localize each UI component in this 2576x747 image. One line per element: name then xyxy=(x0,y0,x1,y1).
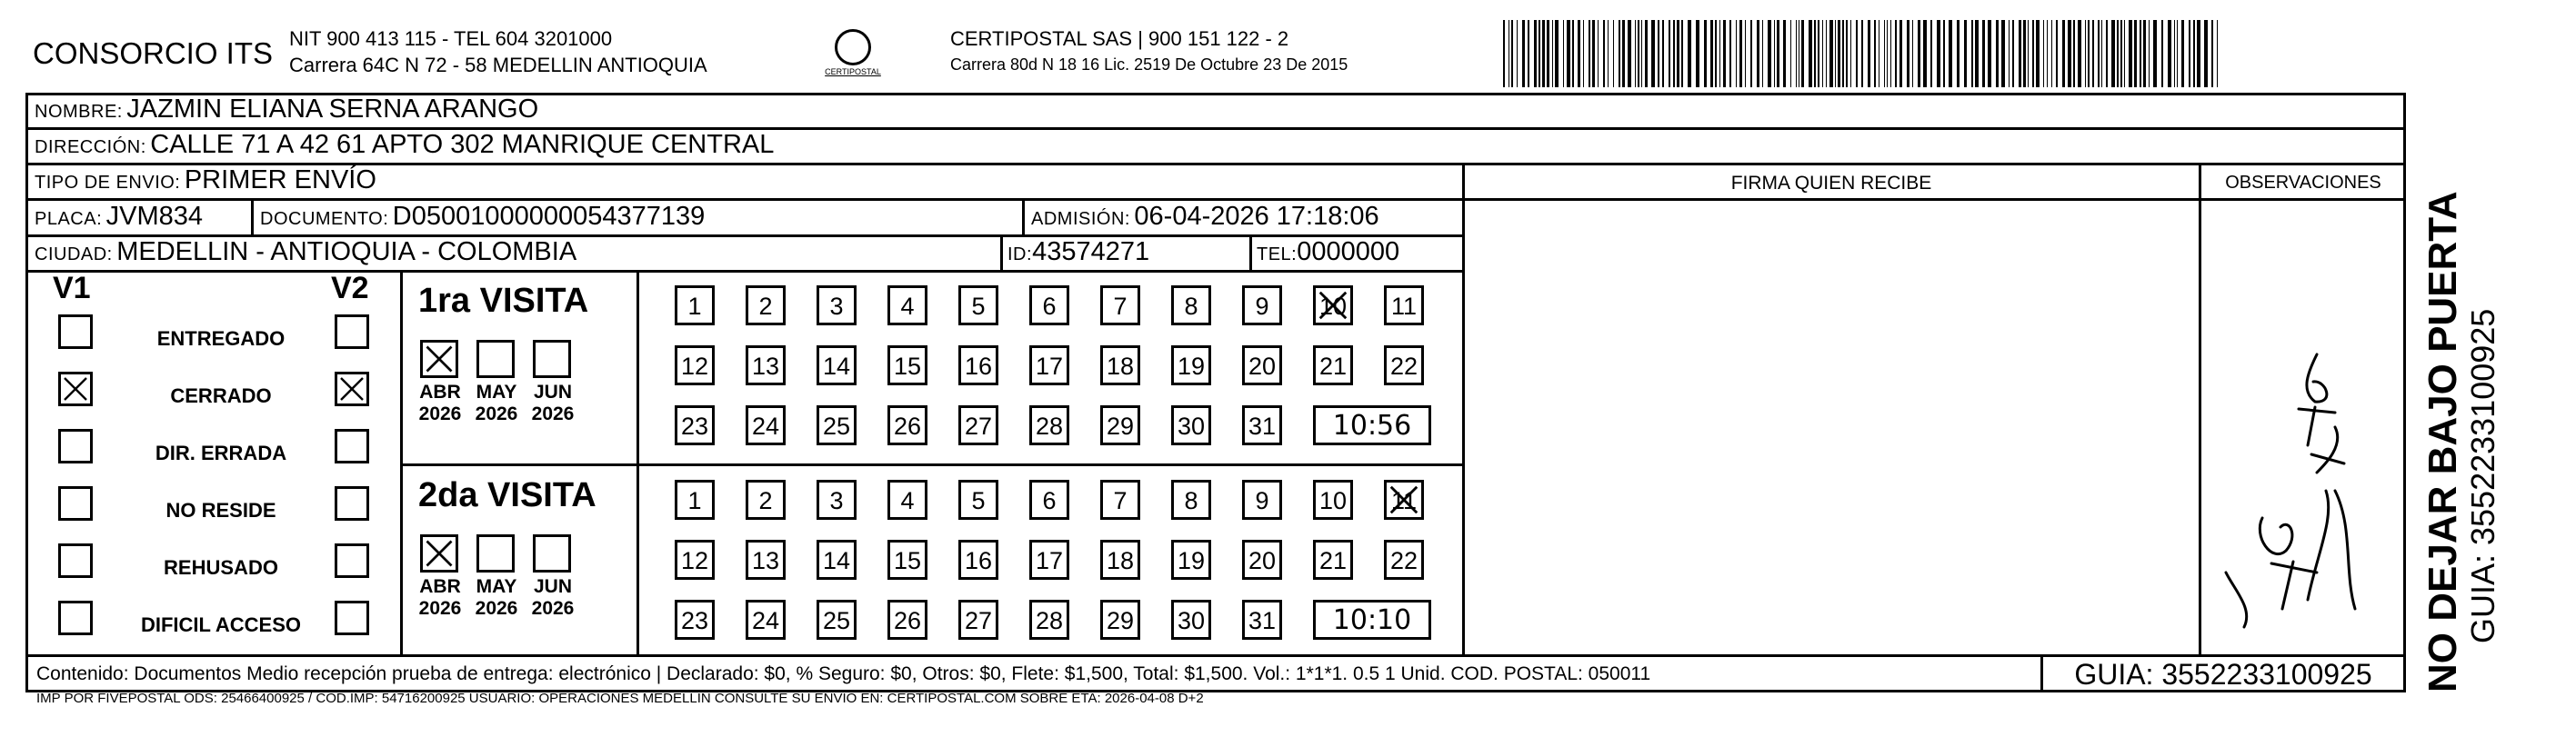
status-v1-checkbox[interactable] xyxy=(58,372,93,406)
month-label xyxy=(526,382,580,425)
day-checkbox[interactable] xyxy=(1100,405,1140,445)
day-checkbox[interactable] xyxy=(1100,345,1140,385)
day-number: 5 xyxy=(971,487,986,514)
tipo-label: TIPO DE ENVIO: xyxy=(35,173,181,193)
handwritten-observation-signature xyxy=(2199,336,2381,636)
day-checkbox[interactable] xyxy=(1171,480,1211,520)
day-checkbox[interactable] xyxy=(887,345,927,385)
direccion-row xyxy=(35,130,774,160)
status-v2-checkbox[interactable] xyxy=(335,314,369,349)
day-number: 1 xyxy=(687,487,702,514)
firma-header: FIRMA QUIEN RECIBE xyxy=(1730,173,1932,194)
visit-time: 10:56 xyxy=(1313,405,1431,445)
day-checkbox[interactable] xyxy=(1242,345,1282,385)
status-label: NO RESIDE xyxy=(165,499,276,522)
ciudad-value: MEDELLIN - ANTIOQUIA - COLOMBIA xyxy=(116,237,577,266)
day-number: 21 xyxy=(1318,353,1348,380)
day-checkbox[interactable] xyxy=(1384,285,1424,325)
day-checkbox[interactable] xyxy=(958,345,998,385)
day-checkbox[interactable] xyxy=(1171,405,1211,445)
day-number: 26 xyxy=(893,607,922,634)
day-number: 25 xyxy=(822,413,851,440)
day-checkbox[interactable] xyxy=(1100,285,1140,325)
day-checkbox[interactable] xyxy=(746,480,786,520)
day-checkbox[interactable] xyxy=(887,480,927,520)
day-number: 3 xyxy=(829,293,844,320)
day-number: 13 xyxy=(751,353,780,380)
day-number: 8 xyxy=(1184,487,1198,514)
documento-label: DOCUMENTO: xyxy=(260,209,389,229)
day-number: 15 xyxy=(893,353,922,380)
day-number: 3 xyxy=(829,487,844,514)
status-label: DIR. ERRADA xyxy=(155,442,287,464)
day-number: 29 xyxy=(1106,413,1135,440)
day-checkbox[interactable] xyxy=(675,285,715,325)
day-checkbox[interactable] xyxy=(675,345,715,385)
placa-value: JVM834 xyxy=(105,202,203,231)
day-number: 27 xyxy=(964,413,993,440)
day-number: 28 xyxy=(1035,607,1064,634)
check-x-icon xyxy=(423,343,456,375)
day-checkbox[interactable] xyxy=(1029,345,1069,385)
month-name: MAY xyxy=(476,382,517,403)
certipostal-nit-line: CERTIPOSTAL SAS | 900 151 122 - 2 xyxy=(950,27,1289,50)
day-checkbox[interactable] xyxy=(746,600,786,640)
contenido-line: Contenido: Documentos Medio recepción prueba de entrega: electrónico | Declarado: $0, % Seguro: $0, Otros: $0, Flete: $1,500, Total: $1,500. Vol.: 1*1*1. 0.5 1 Unid. COD. POSTAL: 050011 xyxy=(36,663,1651,684)
status-label: DIFICIL ACCESO xyxy=(140,613,301,636)
day-checkbox[interactable] xyxy=(1029,540,1069,580)
month-year: 2026 xyxy=(475,598,518,619)
status-v2-checkbox[interactable] xyxy=(335,601,369,635)
documento-field xyxy=(260,202,705,232)
side-guia: GUIA: 3552233100925 xyxy=(2464,308,2501,643)
day-checkbox[interactable] xyxy=(1171,600,1211,640)
status-label: REHUSADO xyxy=(164,556,278,579)
documento-value: D05001000000054377139 xyxy=(392,202,706,231)
tel-label: TEL: xyxy=(1257,244,1298,264)
day-number: 14 xyxy=(822,547,851,574)
day-checkbox[interactable] xyxy=(1313,285,1353,325)
month-checkbox[interactable] xyxy=(533,340,571,378)
day-checkbox[interactable] xyxy=(1100,480,1140,520)
day-checkbox[interactable] xyxy=(746,345,786,385)
day-checkbox[interactable] xyxy=(817,480,857,520)
day-number: 12 xyxy=(680,547,709,574)
day-number: 7 xyxy=(1113,487,1128,514)
day-number: 26 xyxy=(893,413,922,440)
month-label xyxy=(413,382,467,425)
day-number: 24 xyxy=(751,607,780,634)
day-checkbox[interactable] xyxy=(958,480,998,520)
month-checkbox[interactable] xyxy=(476,340,515,378)
day-checkbox[interactable] xyxy=(1100,540,1140,580)
day-checkbox[interactable] xyxy=(1242,405,1282,445)
day-checkbox[interactable] xyxy=(887,600,927,640)
day-checkbox[interactable] xyxy=(746,540,786,580)
id-field xyxy=(1007,237,1149,267)
check-x-icon xyxy=(1316,288,1350,323)
day-checkbox[interactable] xyxy=(675,480,715,520)
certipostal-address-line: Carrera 80d N 18 16 Lic. 2519 De Octubre 23 De 2015 xyxy=(950,55,1348,74)
day-number: 4 xyxy=(900,487,915,514)
month-name: MAY xyxy=(476,576,517,597)
day-number: 31 xyxy=(1248,607,1277,634)
ciudad-field xyxy=(35,237,576,267)
day-checkbox[interactable] xyxy=(817,540,857,580)
company-nit-block xyxy=(289,25,707,78)
barcode xyxy=(1503,20,2222,87)
day-number: 9 xyxy=(1255,487,1269,514)
day-checkbox[interactable] xyxy=(817,345,857,385)
nombre-value: JAZMIN ELIANA SERNA ARANGO xyxy=(126,95,539,124)
month-label xyxy=(469,576,524,620)
day-number: 31 xyxy=(1248,413,1277,440)
check-x-icon xyxy=(61,374,90,403)
day-number: 16 xyxy=(964,547,993,574)
day-number: 5 xyxy=(971,293,986,320)
status-v1-checkbox[interactable] xyxy=(58,543,93,578)
month-name: JUN xyxy=(533,576,572,597)
nombre-label: NOMBRE: xyxy=(35,102,123,122)
day-number: 13 xyxy=(751,547,780,574)
placa-field xyxy=(35,202,203,232)
day-checkbox[interactable] xyxy=(746,405,786,445)
day-checkbox[interactable] xyxy=(1313,345,1353,385)
tel-value: 0000000 xyxy=(1297,237,1400,266)
visit-title: 2da VISITA xyxy=(418,476,596,514)
observaciones-header: OBSERVACIONES xyxy=(2225,173,2381,193)
day-number: 9 xyxy=(1255,293,1269,320)
day-number: 16 xyxy=(964,353,993,380)
day-number: 23 xyxy=(680,607,709,634)
day-number: 21 xyxy=(1318,547,1348,574)
day-number: 11 xyxy=(1390,293,1418,320)
v2-header: V2 xyxy=(331,271,369,305)
id-value: 43574271 xyxy=(1032,237,1150,266)
day-number: 19 xyxy=(1177,547,1206,574)
day-checkbox[interactable] xyxy=(1029,285,1069,325)
month-name: ABR xyxy=(419,382,461,403)
status-v2-checkbox[interactable] xyxy=(335,486,369,521)
v1-header: V1 xyxy=(53,271,91,305)
day-checkbox[interactable] xyxy=(1029,600,1069,640)
status-v1-checkbox[interactable] xyxy=(58,486,93,521)
day-number: 30 xyxy=(1177,607,1206,634)
month-year: 2026 xyxy=(531,403,575,424)
day-checkbox[interactable] xyxy=(1384,540,1424,580)
ciudad-label: CIUDAD: xyxy=(35,244,113,264)
status-v2-checkbox[interactable] xyxy=(335,543,369,578)
side-notice xyxy=(2408,98,2510,692)
day-number: 17 xyxy=(1035,547,1064,574)
month-name: JUN xyxy=(533,382,572,403)
check-x-icon xyxy=(337,374,366,403)
day-checkbox[interactable] xyxy=(1171,345,1211,385)
day-checkbox[interactable] xyxy=(1029,405,1069,445)
day-number: 20 xyxy=(1248,353,1277,380)
day-checkbox[interactable] xyxy=(1242,540,1282,580)
day-checkbox[interactable] xyxy=(1313,540,1353,580)
day-checkbox[interactable] xyxy=(675,540,715,580)
day-number: 18 xyxy=(1106,547,1135,574)
day-number: 10 xyxy=(1318,487,1348,514)
status-v1-checkbox[interactable] xyxy=(58,429,93,463)
id-label: ID: xyxy=(1007,244,1033,264)
day-number: 29 xyxy=(1106,607,1135,634)
day-checkbox[interactable] xyxy=(817,600,857,640)
day-number: 19 xyxy=(1177,353,1206,380)
status-v2-checkbox[interactable] xyxy=(335,429,369,463)
tel-field xyxy=(1257,237,1399,267)
day-checkbox[interactable] xyxy=(958,540,998,580)
month-checkbox[interactable] xyxy=(476,534,515,573)
day-checkbox[interactable] xyxy=(1313,480,1353,520)
status-label: ENTREGADO xyxy=(156,327,286,350)
day-checkbox[interactable] xyxy=(887,285,927,325)
day-checkbox[interactable] xyxy=(958,600,998,640)
day-checkbox[interactable] xyxy=(1171,285,1211,325)
day-checkbox[interactable] xyxy=(958,285,998,325)
month-year: 2026 xyxy=(418,598,462,619)
visit-title: 1ra VISITA xyxy=(418,282,589,320)
status-label: CERRADO xyxy=(170,384,272,407)
day-number: 25 xyxy=(822,607,851,634)
day-number: 17 xyxy=(1035,353,1064,380)
day-checkbox[interactable] xyxy=(746,285,786,325)
logo-circle-icon xyxy=(835,29,871,65)
day-number: 6 xyxy=(1042,293,1057,320)
tipo-value: PRIMER ENVÍO xyxy=(184,165,376,194)
day-number: 30 xyxy=(1177,413,1206,440)
day-number: 11 xyxy=(1390,487,1418,514)
day-checkbox[interactable] xyxy=(1384,345,1424,385)
day-number: 15 xyxy=(893,547,922,574)
day-number: 7 xyxy=(1113,293,1128,320)
nombre-row xyxy=(35,95,538,124)
day-number: 6 xyxy=(1042,487,1057,514)
day-checkbox[interactable] xyxy=(675,600,715,640)
day-number: 18 xyxy=(1106,353,1135,380)
admision-field xyxy=(1031,202,1379,232)
day-number: 12 xyxy=(680,353,709,380)
check-x-icon xyxy=(1387,483,1421,517)
day-checkbox[interactable] xyxy=(958,405,998,445)
certipostal-logo xyxy=(815,27,891,85)
day-checkbox[interactable] xyxy=(887,540,927,580)
status-v1-checkbox[interactable] xyxy=(58,601,93,635)
footer-guia: GUIA: 3552233100925 xyxy=(2074,658,2372,691)
day-number: 22 xyxy=(1389,547,1418,574)
impresion-line: IMP POR FIVEPOSTAL ODS: 25466400925 / COD.IMP: 54716200925 USUARIO: OPERACIONES MEDELLIN CONSULTE SU ENVIO EN: CERTIPOSTAL.COM SOBRE ETA: 2026-04-08 D+2 xyxy=(36,691,1204,706)
direccion-label: DIRECCIÓN: xyxy=(35,137,146,157)
month-label xyxy=(413,576,467,620)
day-number: 20 xyxy=(1248,547,1277,574)
day-number: 14 xyxy=(822,353,851,380)
visit-time: 10:10 xyxy=(1313,600,1431,640)
day-checkbox[interactable] xyxy=(1242,600,1282,640)
day-number: 2 xyxy=(758,293,773,320)
day-number: 1 xyxy=(687,293,702,320)
day-checkbox[interactable] xyxy=(1242,285,1282,325)
month-checkbox[interactable] xyxy=(420,534,458,573)
day-number: 8 xyxy=(1184,293,1198,320)
day-number: 4 xyxy=(900,293,915,320)
month-year: 2026 xyxy=(418,403,462,424)
company-name: CONSORCIO ITS xyxy=(33,36,274,70)
day-checkbox[interactable] xyxy=(1029,480,1069,520)
day-number: 2 xyxy=(758,487,773,514)
day-checkbox[interactable] xyxy=(887,405,927,445)
day-checkbox[interactable] xyxy=(1171,540,1211,580)
day-checkbox[interactable] xyxy=(817,285,857,325)
certipostal-block xyxy=(950,25,1348,78)
placa-label: PLACA: xyxy=(35,209,103,229)
day-number: 23 xyxy=(680,413,709,440)
status-v2-checkbox[interactable] xyxy=(335,372,369,406)
month-year: 2026 xyxy=(531,598,575,619)
check-x-icon xyxy=(423,537,456,570)
month-label xyxy=(526,576,580,620)
tipo-row xyxy=(35,165,376,195)
month-year: 2026 xyxy=(475,403,518,424)
month-checkbox[interactable] xyxy=(420,340,458,378)
company-nit-line: NIT 900 413 115 - TEL 604 3201000 xyxy=(289,27,613,50)
month-name: ABR xyxy=(419,576,461,597)
month-label xyxy=(469,382,524,425)
direccion-value: CALLE 71 A 42 61 APTO 302 MANRIQUE CENTRAL xyxy=(150,130,775,159)
day-checkbox[interactable] xyxy=(1100,600,1140,640)
day-number: 22 xyxy=(1389,353,1418,380)
no-dejar-bajo-puerta: NO DEJAR BAJO PUERTA xyxy=(2421,191,2465,692)
day-number: 24 xyxy=(751,413,780,440)
day-checkbox[interactable] xyxy=(675,405,715,445)
day-checkbox[interactable] xyxy=(1242,480,1282,520)
day-number: 10 xyxy=(1318,293,1348,320)
month-checkbox[interactable] xyxy=(533,534,571,573)
status-v1-checkbox[interactable] xyxy=(58,314,93,349)
company-address-line: Carrera 64C N 72 - 58 MEDELLIN ANTIOQUIA xyxy=(289,54,707,76)
day-checkbox[interactable] xyxy=(817,405,857,445)
day-checkbox[interactable] xyxy=(1384,480,1424,520)
logo-text: CERTIPOSTAL xyxy=(825,67,881,76)
day-number: 27 xyxy=(964,607,993,634)
admision-label: ADMISIÓN: xyxy=(1031,209,1130,229)
day-number: 28 xyxy=(1035,413,1064,440)
admision-value: 06-04-2026 17:18:06 xyxy=(1134,202,1379,231)
